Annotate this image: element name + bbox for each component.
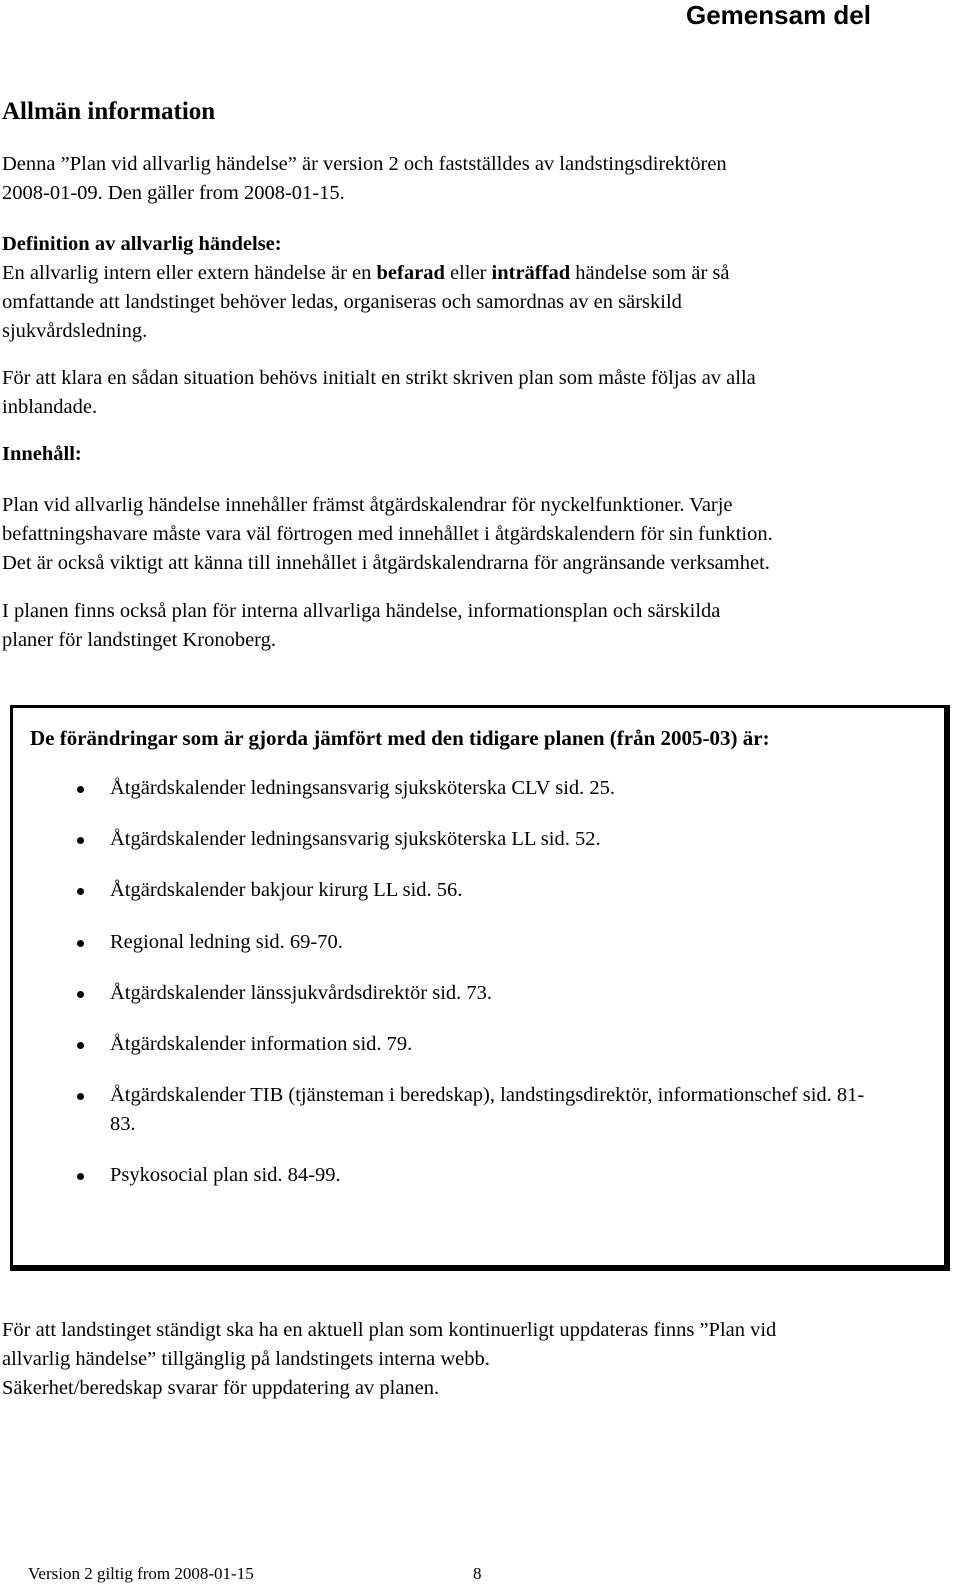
footer-page-number: 8 — [473, 1564, 482, 1583]
definition-label: Definition av allvarlig händelse: — [2, 233, 282, 255]
bullet-icon — [77, 1093, 84, 1100]
content-line-1: Plan vid allvarlig händelse innehåller främst åtgärdskalendrar för nyckelfunktioner. Varje — [2, 494, 733, 516]
bullet-icon — [77, 991, 84, 998]
plans-line-1: I planen finns också plan för interna allvarliga händelse, informationsplan och särskilda — [2, 600, 721, 622]
list-item-text: Psykosocial plan sid. 84-99. — [110, 1164, 341, 1186]
intraffad-emphasis: inträffad — [491, 262, 571, 284]
situation-line-1: För att klara en sådan situation behövs initialt en strikt skriven plan som måste följas av alla — [2, 367, 756, 389]
definition-line-3: sjukvårdsledning. — [2, 320, 148, 342]
bullet-icon — [77, 1173, 84, 1180]
list-item-text: Åtgärdskalender ledningsansvarig sjuksköterska LL sid. 52. — [110, 828, 601, 850]
definition-line-1: En allvarlig intern eller extern händelse är en befarad eller inträffad händelse som är så — [2, 262, 730, 284]
content-label-paragraph — [2, 440, 952, 469]
list-item-text: Åtgärdskalender information sid. 79. — [110, 1033, 413, 1055]
list-item-text: Regional ledning sid. 69-70. — [110, 931, 343, 953]
definition-line-2: omfattande att landstinget behöver ledas, organiseras och samordnas av en särskild — [2, 291, 682, 313]
plans-line-2: planer för landstinget Kronoberg. — [2, 629, 277, 651]
closing-line-3: Säkerhet/beredskap svarar för uppdatering av planen. — [2, 1377, 440, 1399]
changes-heading: De förändringar som är gjorda jämfört med den tidigare planen (från 2005-03) är: — [30, 726, 770, 750]
situation-paragraph — [2, 364, 952, 422]
intro-line-1: Denna ”Plan vid allvarlig händelse” är version 2 och fastställdes av landstingsdirektören — [2, 153, 727, 175]
definition-paragraph — [2, 230, 952, 346]
changes-box — [10, 705, 950, 1271]
closing-line-1: För att landstinget ständigt ska ha en aktuell plan som kontinuerligt uppdateras finns ”Plan vid — [2, 1319, 777, 1341]
page-header-title: Gemensam del — [686, 0, 871, 30]
content-line-2: befattningshavare måste vara väl förtrogen med innehållet i åtgärdskalendern för sin funktion. — [2, 523, 773, 545]
list-item-text: Åtgärdskalender länssjukvårdsdirektör sid. 73. — [110, 982, 493, 1004]
closing-line-2: allvarlig händelse” tillgänglig på landstingets interna webb. — [2, 1348, 490, 1370]
content-label: Innehåll: — [2, 443, 82, 465]
list-item-text: Åtgärdskalender ledningsansvarig sjuksköterska CLV sid. 25. — [110, 777, 616, 799]
intro-line-2: 2008-01-09. Den gäller from 2008-01-15. — [2, 182, 345, 204]
bullet-icon — [77, 940, 84, 947]
situation-line-2: inblandade. — [2, 396, 98, 418]
bullet-icon — [77, 888, 84, 895]
content-paragraph — [2, 491, 952, 578]
plans-paragraph — [2, 597, 952, 655]
closing-paragraph — [2, 1316, 952, 1403]
list-item-text: Åtgärdskalender bakjour kirurg LL sid. 56. — [110, 879, 463, 901]
befarad-emphasis: befarad — [376, 262, 445, 284]
bullet-icon — [77, 1042, 84, 1049]
section-heading: Allmän information — [2, 98, 216, 125]
content-line-3: Det är också viktigt att känna till innehållet i åtgärdskalendrarna för angränsande verksamhet. — [2, 552, 770, 574]
footer-version: Version 2 giltig from 2008-01-15 — [28, 1564, 254, 1583]
bullet-icon — [77, 837, 84, 844]
list-item-text: Åtgärdskalender TIB (tjänsteman i beredskap), landstingsdirektör, informationschef sid. 81-83. — [110, 1084, 865, 1135]
bullet-icon — [77, 786, 84, 793]
intro-paragraph — [2, 150, 952, 208]
